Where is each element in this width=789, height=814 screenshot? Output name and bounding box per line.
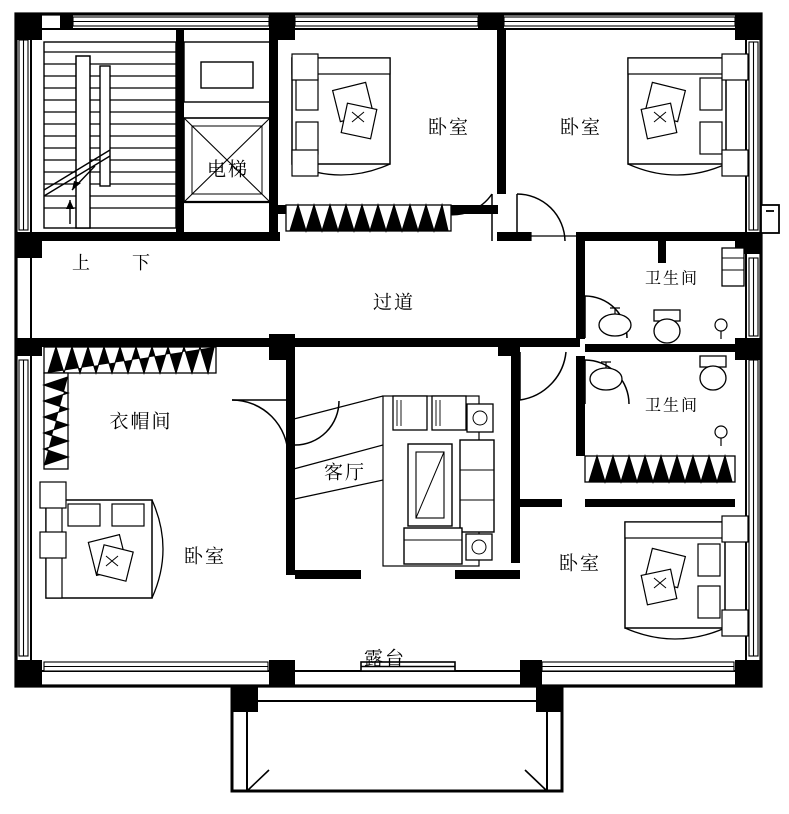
bed-top-right	[628, 54, 748, 176]
room-label-corridor: 过道	[372, 291, 416, 314]
room-label-bedroom-bottom-left: 卧室	[183, 545, 227, 568]
bathroom-upper-fixtures	[599, 248, 744, 343]
room-label-bedroom-top-left: 卧室	[427, 116, 471, 139]
staircase	[44, 42, 176, 228]
room-label-bathroom-upper: 卫生间	[644, 268, 700, 288]
room-label-bedroom-bottom-right: 卧室	[558, 552, 602, 575]
terrace-structure	[232, 686, 562, 791]
room-label-cloakroom: 衣帽间	[109, 410, 173, 433]
corridor-outline	[531, 232, 576, 241]
exterior-ledge	[761, 205, 779, 233]
room-label-terrace: 露台	[363, 647, 407, 670]
room-label-elevator: 电梯	[206, 158, 250, 181]
bed-top-left	[292, 54, 390, 176]
room-label-bedroom-top-right: 卧室	[559, 116, 603, 139]
living-room-furniture	[286, 396, 494, 566]
bed-bottom-right	[625, 516, 748, 639]
stair-label-up: 上	[72, 253, 90, 274]
stair-label-down: 下	[132, 253, 150, 274]
room-label-living-room: 客厅	[323, 461, 367, 484]
bed-bottom-left	[40, 482, 163, 598]
room-label-bathroom-lower: 卫生间	[644, 395, 700, 415]
